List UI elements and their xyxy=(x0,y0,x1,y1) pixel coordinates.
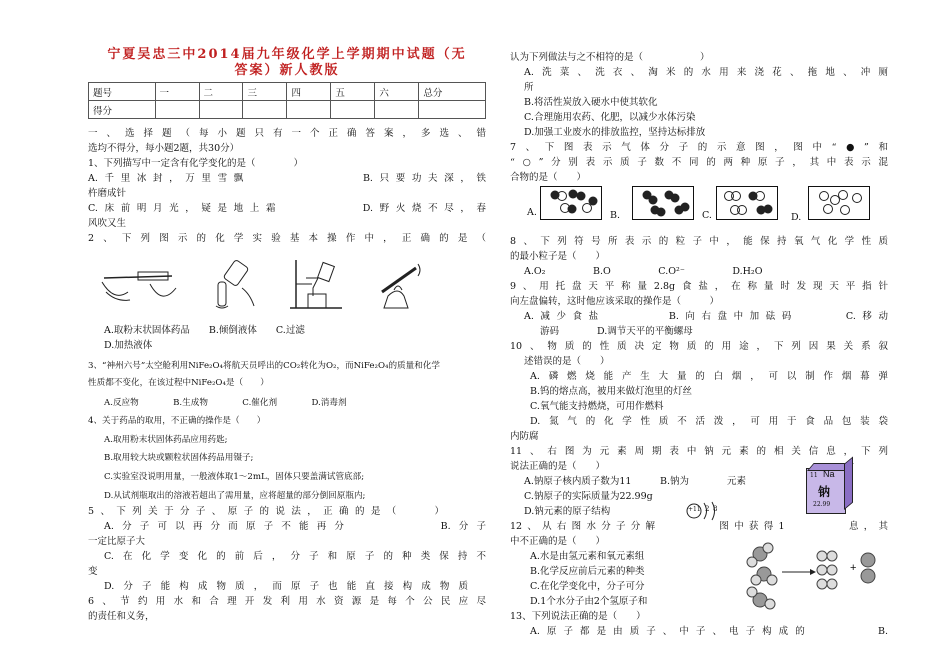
score-table xyxy=(88,82,486,119)
question-8: 8、下列符号所表示的粒子中，能保持氧气化学性质 xyxy=(510,236,888,247)
option-line: B.化学反应前后元素的种类 xyxy=(530,566,645,577)
filtration-image xyxy=(288,256,344,312)
text-line: 的最小粒子是（ ） xyxy=(510,251,606,262)
option-line: A.钠原子核内质子数为11 B.钠为 元素 xyxy=(524,476,746,487)
option-line: D.钠元素的原子结构 xyxy=(524,506,611,517)
atomic-number: 11 xyxy=(810,472,818,479)
heating-liquid-image xyxy=(368,260,426,312)
option-line: D.分子能构成物质，而原子也能直接构成物质 xyxy=(104,581,468,592)
q7-option-b-box xyxy=(632,186,694,220)
text-line: 性质都不变化，在该过程中NiFe₂O₄是（ ） xyxy=(88,378,269,388)
text-line: 认为下列做法与之不相符的是（ ） xyxy=(510,52,710,63)
nucleus-charge: +11 xyxy=(688,506,701,513)
question-6: 6、节约用水和合理开发利用水资源是每个公民应尽 xyxy=(88,596,486,607)
molecule-a-image xyxy=(541,187,601,219)
option-line: A.原子都是由质子、中子、电子构成的 B. xyxy=(530,626,888,637)
water-decomposition-diagram xyxy=(746,542,886,620)
score-header-row xyxy=(89,83,486,101)
option-line: 变 xyxy=(88,566,98,577)
option-line: D.从试剂瓶取出的溶液若超出了需用量，应将超量的部分倒回原瓶内; xyxy=(104,491,366,501)
score-cell: 得分 xyxy=(89,101,156,119)
section-heading: 一、选择题（每小题只有一个正确答案，多选、错 xyxy=(88,128,486,139)
question-9: 9、用托盘天平称量2.8g食盐，在称量时发现天平指针 xyxy=(510,281,888,292)
option-line: C.实验室没说明用量，一般液体取1～2mL，固体只要盖满试管底部; xyxy=(104,472,365,482)
option-line: A.取用粉末状固体药品应用药匙; xyxy=(104,435,228,445)
shell-2-count: 8 xyxy=(713,505,718,513)
text-line: 的责任和义务， xyxy=(88,611,155,622)
text-line: 述错误的是（ ） xyxy=(524,356,610,367)
question-4: 4、关于药品的取用，不正确的操作是（ ） xyxy=(88,416,266,426)
option-line: B.取用较大块或颗粒状固体药品用镊子; xyxy=(104,453,254,463)
option-line: A.取粉末状固体药品 B.倾倒液体 C.过滤 xyxy=(104,325,305,336)
text-line: 选均不得分，每小题2题，共30分） xyxy=(88,143,240,154)
element-name: 钠 xyxy=(818,485,831,499)
score-cell xyxy=(419,101,486,119)
pouring-liquid-image xyxy=(208,258,258,310)
question-12: 12、从右图水分子分解 图中获得1 息，其 xyxy=(510,521,888,532)
score-cell: 四 xyxy=(287,83,331,101)
option-line: C.在化学变化的前后，分子和原子的种类保持不 xyxy=(104,551,486,562)
option-line: 杵磨成针 xyxy=(88,188,127,199)
score-cell: 三 xyxy=(243,83,287,101)
question-11: 11、右图为元素周期表中钠元素的相关信息，下列 xyxy=(510,446,888,457)
molecule-c-image xyxy=(717,187,777,219)
option-line: A.分子可以再分而原子不能再分 B.分子 xyxy=(104,521,486,532)
exam-title xyxy=(88,47,486,79)
option-line: D.氮气的化学性质不活泼，可用于食品包装袋 xyxy=(530,416,888,427)
option-line: C.钠原子的实际质量为22.99g xyxy=(524,491,653,502)
option-line: 游码 D.调节天平的平衡螺母 xyxy=(540,326,693,337)
option-line: C.氧气能支持燃烧，可用作燃料 xyxy=(530,401,664,412)
option-line: B.将活性炭放入硬水中使其软化 xyxy=(524,97,658,108)
atomic-mass: 22.99 xyxy=(813,501,831,508)
score-cell: 总分 xyxy=(419,83,486,101)
q7-option-a-box xyxy=(540,186,602,220)
q7-option-label: C. xyxy=(702,210,712,221)
text-line: 说法正确的是（ ） xyxy=(510,461,606,472)
text-line: “○”分别表示质子数不同的两种原子，其中表示混 xyxy=(510,157,888,168)
score-cell xyxy=(287,101,331,119)
score-cell xyxy=(375,101,419,119)
question-5: 5、下列关于分子、原子的说法，正确的是（ ） xyxy=(88,506,444,517)
option-line: 所 xyxy=(524,82,534,93)
option-line: A.O₂ B.O C.O²⁻ D.H₂O xyxy=(524,266,763,277)
q7-option-label: D. xyxy=(791,212,802,223)
score-value-row xyxy=(89,101,486,119)
question-7: 7、下图表示气体分子的示意图，图中“●”和 xyxy=(510,142,888,153)
powder-spatula-image xyxy=(100,262,178,310)
option-line: C.合理施用农药、化肥，以减少水体污染 xyxy=(524,112,696,123)
title-line-1: 宁夏吴忠三中2014届九年级化学上学期期中试题（无 xyxy=(107,47,467,62)
question-10: 10、物质的性质决定物质的用途，下列因果关系叙 xyxy=(510,341,888,352)
q7-option-c-box xyxy=(716,186,778,220)
text-line: 中不正确的是（ ） xyxy=(510,536,606,547)
element-symbol: Na xyxy=(823,469,835,479)
option-line: 风吹又生 xyxy=(88,218,127,229)
score-cell: 六 xyxy=(375,83,419,101)
option-line: A.减少食盐 B.向右盘中加砝码 C.移动 xyxy=(524,311,888,322)
option-line: B.钨的熔点高，被用来做灯泡里的灯丝 xyxy=(530,386,693,397)
q7-option-label: A. xyxy=(527,207,537,218)
sodium-element-card xyxy=(806,468,846,514)
score-cell xyxy=(155,101,199,119)
atom-structure-diagram xyxy=(686,500,726,522)
question-1: 1、下列描写中一定含有化学变化的是（ ） xyxy=(88,158,304,169)
option-line: A.千里冰封，万里雪飘 B.只要功夫深，铁 xyxy=(88,173,486,184)
plus-sign: + xyxy=(850,562,857,574)
option-line: 一定比原子大 xyxy=(88,536,146,547)
option-line: 内防腐 xyxy=(510,431,539,442)
score-cell: 五 xyxy=(331,83,375,101)
option-line: A.水是由氢元素和氧元素组 xyxy=(530,551,645,562)
question-3: 3、“神州六号”太空舱利用NiFe₂O₄将航天员呼出的CO₂转化为O₂，而NiFe₂O₄的质量和化学 xyxy=(88,361,441,371)
q7-option-d-box xyxy=(808,186,870,220)
score-cell: 题号 xyxy=(89,83,156,101)
score-cell xyxy=(199,101,243,119)
shell-1-count: 2 xyxy=(705,505,710,513)
option-line: D.1个水分子由2个氢原子和 xyxy=(530,596,648,607)
molecule-d-image xyxy=(809,187,869,219)
text-line: 向左盘偏转，这时他应该采取的操作是（ ） xyxy=(510,296,720,307)
option-line: C.床前明月光，疑是地上霜 D.野火烧不尽，春 xyxy=(88,203,486,214)
option-line: A.洗菜、洗衣、淘米的水用来浇花、拖地、冲厕 xyxy=(524,67,888,78)
option-line: D.加热液体 xyxy=(104,340,153,351)
score-cell xyxy=(331,101,375,119)
score-cell: 一 xyxy=(155,83,199,101)
question-2: 2、下列图示的化学实验基本操作中，正确的是（ xyxy=(88,233,486,244)
score-cell: 二 xyxy=(199,83,243,101)
option-line: A.磷燃烧能产生大量的白烟，可以制作烟幕弹 xyxy=(530,371,888,382)
q7-option-label: B. xyxy=(610,210,621,221)
question-13: 13、下列说法正确的是（ ） xyxy=(510,611,646,622)
molecule-b-image xyxy=(633,187,693,219)
option-line: C.在化学变化中，分子可分 xyxy=(530,581,645,592)
option-line: D.加强工业废水的排放监控，坚持达标排放 xyxy=(524,127,706,138)
score-cell xyxy=(243,101,287,119)
option-line: A.反应物 B.生成物 C.催化剂 D.消毒剂 xyxy=(104,398,347,408)
title-line-2: 答案）新人教版 xyxy=(234,63,340,78)
text-line: 合物的是（ ） xyxy=(510,172,587,183)
